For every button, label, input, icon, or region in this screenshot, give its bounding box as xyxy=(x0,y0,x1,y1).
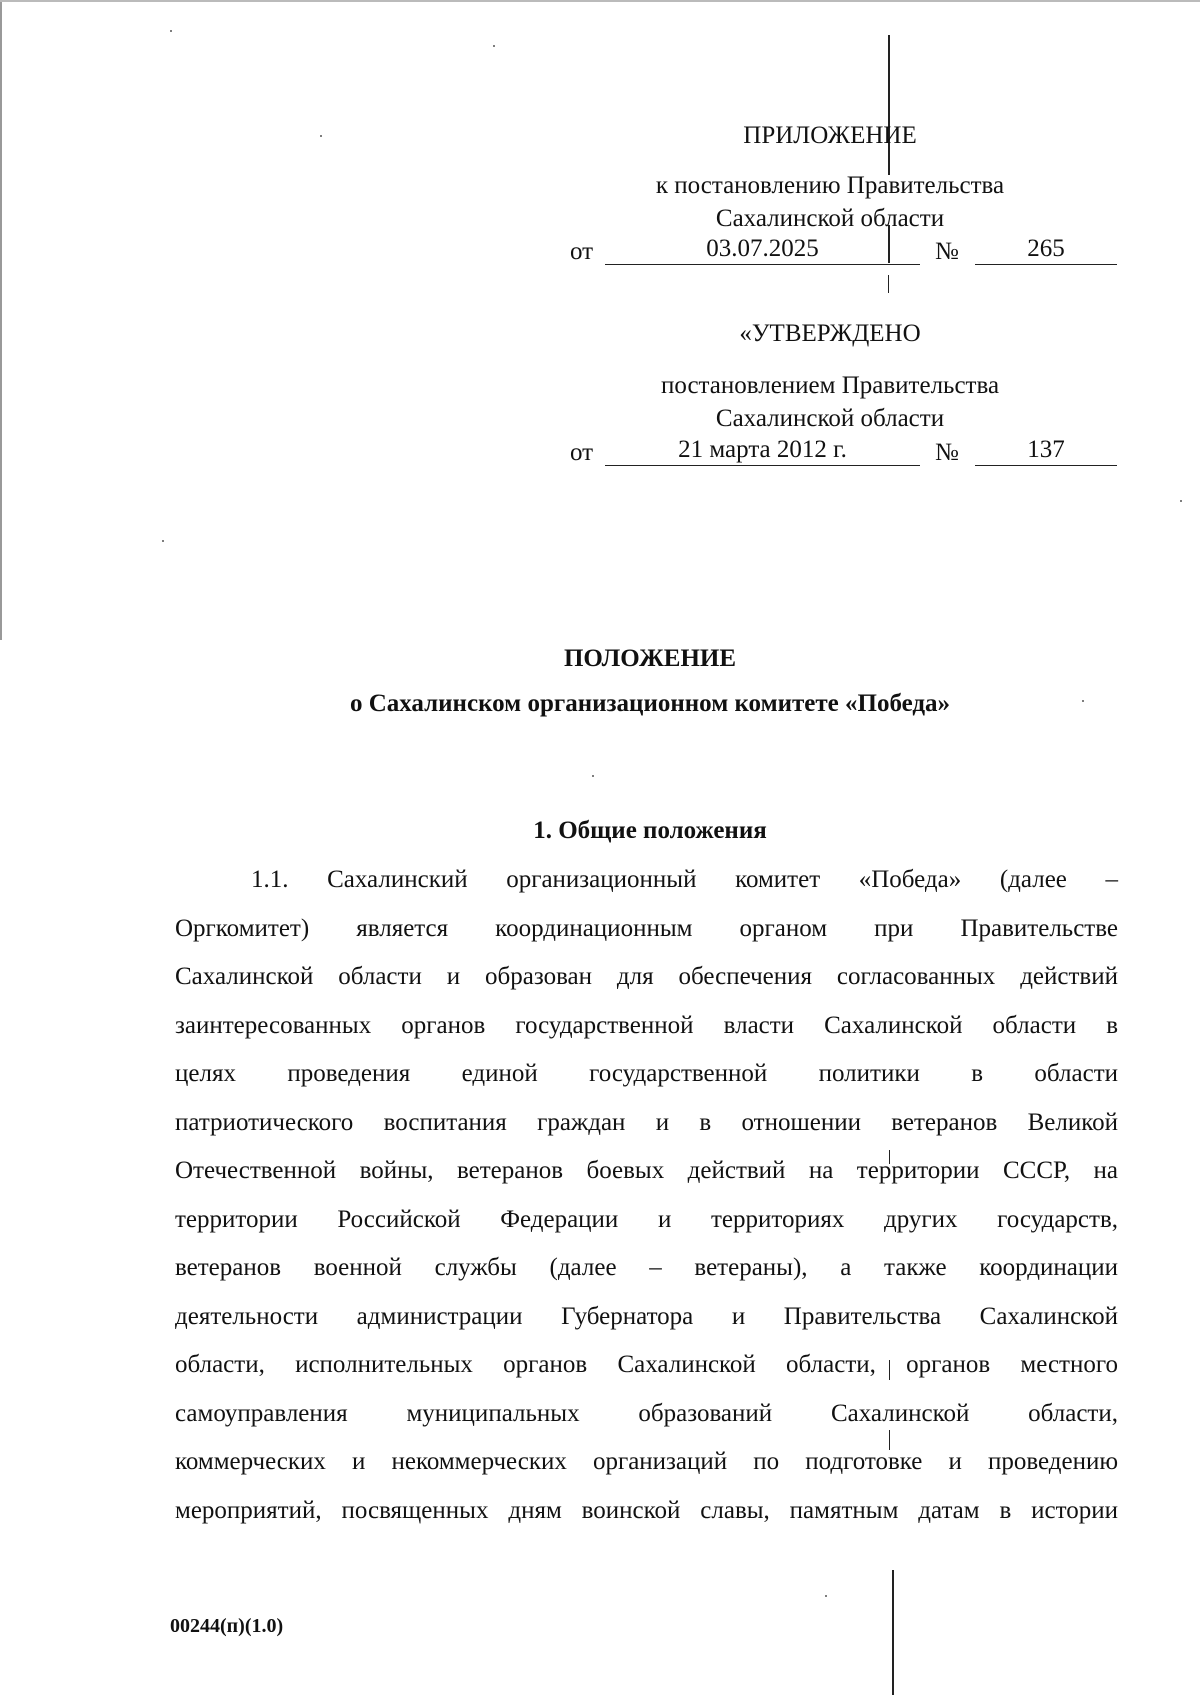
paragraph-line: патриотического воспитания граждан и в отношении ветеранов Великой xyxy=(175,1108,1118,1136)
appendix-number-label: № xyxy=(935,238,959,265)
document-title: ПОЛОЖЕНИЕ xyxy=(563,645,737,672)
paragraph-line: ветеранов военной службы (далее – ветераны), а также координации xyxy=(175,1254,1118,1281)
scan-line-top xyxy=(888,35,890,175)
approved-title: «УТВЕРЖДЕНО xyxy=(739,320,921,347)
approved-from-label: от xyxy=(570,439,594,466)
paragraph-line: самоуправления муниципальных образований Сахалинской области, xyxy=(175,1399,1118,1427)
scan-speck xyxy=(170,30,172,32)
scan-speck xyxy=(825,1595,827,1597)
appendix-number: 265 xyxy=(975,234,1117,265)
appendix-line2: Сахалинской области xyxy=(715,205,945,232)
appendix-from-label: от xyxy=(570,238,594,265)
paragraph-line: Оргкомитет) является координационным органом при Правительстве xyxy=(175,914,1118,942)
paragraph-line: 1.1. Сахалинский организационный комитет «Победа» (далее – xyxy=(251,866,1118,893)
scan-speck xyxy=(162,540,164,542)
approved-number: 137 xyxy=(975,435,1117,466)
scan-speck xyxy=(320,135,322,137)
paragraph-line: заинтересованных органов государственной власти Сахалинской области в xyxy=(175,1011,1118,1039)
scan-speck xyxy=(592,775,594,777)
approved-line2: Сахалинской области xyxy=(715,405,945,432)
paragraph-line: целях проведения единой государственной политики в области xyxy=(175,1060,1118,1087)
paragraph-line: коммерческих и некоммерческих организаций по подготовке и проведению xyxy=(175,1448,1118,1475)
appendix-date: 03.07.2025 xyxy=(605,234,920,265)
scan-line-bottom xyxy=(892,1570,894,1695)
appendix-title: ПРИЛОЖЕНИЕ xyxy=(743,122,917,149)
paragraph-line: области, исполнительных органов Сахалинской области, органов местного xyxy=(175,1351,1118,1378)
approved-line1: постановлением Правительства xyxy=(660,372,1000,399)
paragraph-line: мероприятий, посвященных дням воинской славы, памятным датам в истории xyxy=(175,1496,1118,1524)
paragraph-line: Отечественной войны, ветеранов боевых действий на территории СССР, на xyxy=(175,1157,1118,1184)
document-subtitle: о Сахалинском организационном комитете «Победа» xyxy=(349,690,951,717)
scan-edge-top xyxy=(0,0,1200,2)
scan-line-mid2 xyxy=(888,275,889,293)
approved-date: 21 марта 2012 г. xyxy=(605,435,920,466)
approved-number-label: № xyxy=(935,439,959,466)
appendix-line1: к постановлению Правительства xyxy=(655,172,1005,199)
scan-speck xyxy=(1180,500,1182,502)
paragraph-line: территории Российской Федерации и территориях других государств, xyxy=(175,1205,1118,1233)
paragraph-line: Сахалинской области и образован для обеспечения согласованных действий xyxy=(175,963,1118,990)
section-heading: 1. Общие положения xyxy=(533,817,767,844)
paragraph-1-1 xyxy=(175,856,1118,1535)
scan-edge-left xyxy=(0,0,2,640)
scan-speck xyxy=(493,45,495,47)
paragraph-line: деятельности администрации Губернатора и Правительства Сахалинской xyxy=(175,1302,1118,1330)
document-code: 00244(п)(1.0) xyxy=(170,1615,284,1637)
